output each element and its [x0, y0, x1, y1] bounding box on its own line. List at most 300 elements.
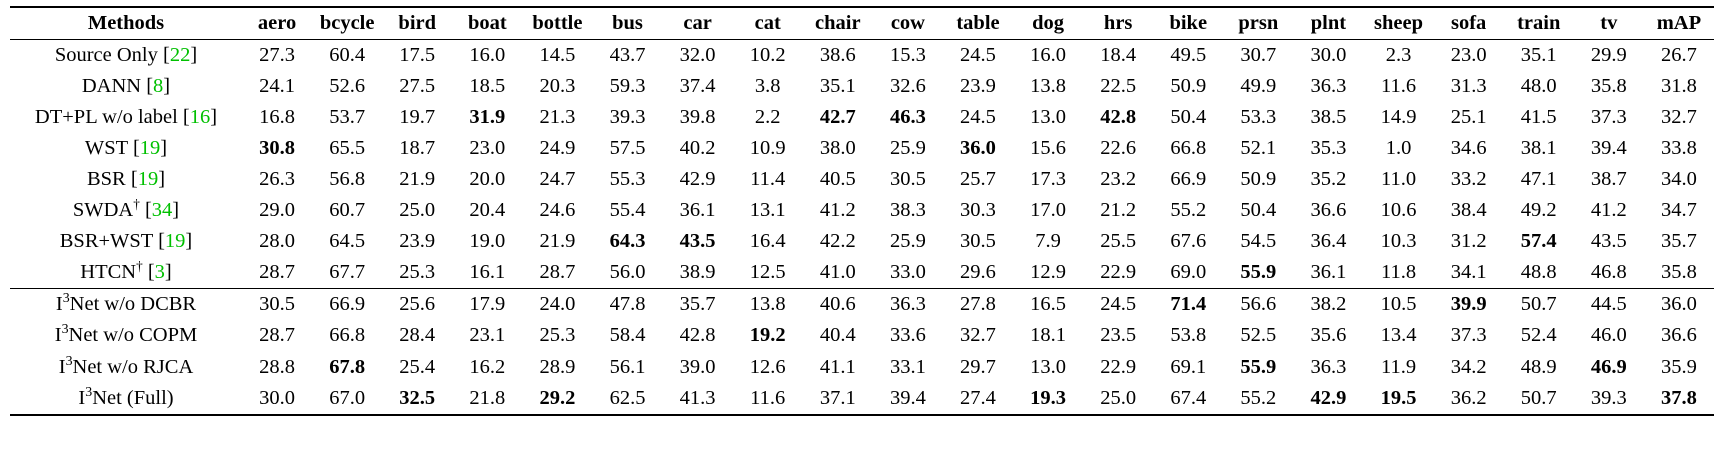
- data-cell: 24.0: [522, 289, 592, 321]
- data-cell: 37.3: [1590, 106, 1627, 129]
- data-cell: 57.5: [609, 137, 646, 160]
- table-row: [10, 102, 1714, 133]
- data-cell: 36.6: [1310, 199, 1347, 222]
- data-cell: 55.3: [609, 168, 646, 191]
- data-cell: 16.8: [259, 106, 295, 129]
- column-header-bus: bus: [592, 7, 662, 40]
- data-cell: 18.1: [1030, 324, 1067, 347]
- data-cell: 17.3: [1030, 168, 1067, 191]
- data-cell: 27.4: [943, 383, 1013, 415]
- data-cell: 66.8: [1170, 137, 1207, 160]
- data-cell: 38.2: [1293, 289, 1363, 321]
- data-cell: 26.7: [1661, 44, 1697, 67]
- data-cell: 10.3: [1380, 230, 1417, 253]
- data-cell: 24.1: [259, 75, 295, 98]
- data-cell: 25.3: [539, 324, 576, 347]
- citation-link[interactable]: 34: [151, 199, 173, 222]
- data-cell: 34.1: [1450, 261, 1487, 284]
- data-cell: 42.8: [1100, 106, 1137, 129]
- data-cell: 14.5: [539, 44, 576, 67]
- data-cell: 43.7: [609, 44, 646, 67]
- method-name-cell: [10, 383, 242, 415]
- data-cell: 31.9: [469, 106, 506, 129]
- data-cell: 24.5: [1083, 289, 1153, 321]
- method-name-cell: [10, 40, 242, 72]
- data-cell: 50.9: [1170, 75, 1207, 98]
- column-header-cat: cat: [733, 7, 803, 40]
- data-cell: 49.5: [1170, 44, 1207, 67]
- data-cell: 13.1: [749, 199, 786, 222]
- citation-bracket-close: ]: [160, 137, 168, 160]
- data-cell: 23.0: [469, 137, 506, 160]
- data-cell: 30.5: [960, 230, 996, 253]
- data-cell: 44.5: [1574, 289, 1644, 321]
- data-cell: 33.1: [889, 355, 926, 378]
- data-cell: 3.8: [754, 75, 781, 98]
- data-cell: 49.9: [1240, 75, 1277, 98]
- citation-bracket-close: ]: [190, 44, 198, 67]
- data-cell: 47.1: [1520, 168, 1557, 191]
- data-cell: 22.9: [1100, 261, 1137, 284]
- data-cell: 15.3: [889, 44, 926, 67]
- dagger-icon: †: [136, 258, 143, 274]
- data-cell: 35.8: [1661, 261, 1697, 284]
- data-cell: 56.0: [609, 261, 646, 284]
- data-cell: 14.9: [1380, 106, 1417, 129]
- data-cell: 30.0: [242, 383, 312, 415]
- citation-bracket-close: ]: [210, 106, 218, 129]
- data-cell: 42.2: [819, 230, 856, 253]
- method-name-cell: [10, 71, 242, 102]
- data-cell: 22.5: [1100, 75, 1137, 98]
- data-cell: 23.0: [1450, 44, 1487, 67]
- data-cell: 20.3: [539, 75, 576, 98]
- data-cell: 16.0: [1030, 44, 1067, 67]
- data-cell: 46.9: [1590, 355, 1627, 378]
- data-cell: 32.5: [382, 383, 452, 415]
- column-header-bird: bird: [382, 7, 452, 40]
- method-label: I: [55, 293, 63, 316]
- data-cell: 36.3: [1310, 75, 1347, 98]
- data-cell: 33.2: [1450, 168, 1487, 191]
- data-cell: 13.4: [1380, 324, 1417, 347]
- data-cell: 42.8: [679, 324, 716, 347]
- data-cell: 38.7: [1590, 168, 1627, 191]
- data-cell: 11.8: [1380, 261, 1417, 284]
- data-cell: 25.4: [399, 355, 436, 378]
- data-cell: 35.7: [1661, 230, 1697, 253]
- method-label: BSR: [86, 168, 126, 191]
- data-cell: 23.1: [469, 324, 506, 347]
- data-cell: 39.8: [679, 106, 716, 129]
- table-row: [10, 133, 1714, 164]
- data-cell: 17.0: [1030, 199, 1067, 222]
- data-cell: 32.6: [889, 75, 926, 98]
- data-cell: 28.7: [259, 261, 295, 284]
- data-cell: 18.5: [469, 75, 506, 98]
- data-cell: 30.3: [960, 199, 996, 222]
- data-cell: 27.8: [943, 289, 1013, 321]
- table-row: [10, 289, 1714, 321]
- data-cell: 31.2: [1450, 230, 1487, 253]
- data-cell: 38.5: [1310, 106, 1347, 129]
- column-header-dog: dog: [1013, 7, 1083, 40]
- table-row: [10, 257, 1714, 289]
- method-label-suffix: Net w/o RJCA: [72, 355, 194, 378]
- data-cell: 53.3: [1240, 106, 1277, 129]
- data-cell: 36.1: [1310, 261, 1347, 284]
- citation-link[interactable]: 19: [164, 230, 186, 253]
- data-cell: 25.3: [399, 261, 436, 284]
- citation-link[interactable]: 19: [139, 137, 161, 160]
- method-label: DANN: [81, 75, 142, 98]
- data-cell: 33.0: [889, 261, 926, 284]
- table-row: [10, 226, 1714, 257]
- data-cell: 2.2: [754, 106, 781, 129]
- data-cell: 36.1: [679, 199, 716, 222]
- data-cell: 29.0: [259, 199, 295, 222]
- data-cell: 41.1: [819, 355, 856, 378]
- column-header-sheep: sheep: [1364, 7, 1434, 40]
- data-cell: 34.6: [1450, 137, 1487, 160]
- citation-link[interactable]: 16: [189, 106, 211, 129]
- data-cell: 30.8: [259, 137, 295, 160]
- data-cell: 52.5: [1240, 324, 1277, 347]
- data-cell: 39.3: [609, 106, 646, 129]
- data-cell: 12.5: [749, 261, 786, 284]
- data-cell: 42.9: [679, 168, 716, 191]
- data-cell: 15.6: [1030, 137, 1067, 160]
- data-cell: 25.0: [1083, 383, 1153, 415]
- data-cell: 56.6: [1223, 289, 1293, 321]
- dagger-icon: †: [133, 196, 140, 212]
- data-cell: 66.8: [329, 324, 366, 347]
- data-cell: 46.8: [1590, 261, 1627, 284]
- data-cell: 28.9: [539, 355, 576, 378]
- data-cell: 48.9: [1520, 355, 1557, 378]
- citation-bracket-open: [: [182, 106, 190, 129]
- data-cell: 13.8: [733, 289, 803, 321]
- data-cell: 27.3: [259, 44, 295, 67]
- data-cell: 21.3: [539, 106, 576, 129]
- data-cell: 36.0: [960, 137, 996, 160]
- data-cell: 32.7: [960, 324, 996, 347]
- data-cell: 21.2: [1100, 199, 1137, 222]
- data-cell: 25.6: [382, 289, 452, 321]
- column-header-aero: aero: [242, 7, 312, 40]
- data-cell: 41.2: [819, 199, 856, 222]
- citation-bracket-open: [: [158, 230, 165, 253]
- data-cell: 11.6: [1380, 75, 1417, 98]
- data-cell: 22.6: [1100, 137, 1137, 160]
- data-cell: 21.9: [539, 230, 576, 253]
- data-cell: 2.3: [1385, 44, 1412, 67]
- data-cell: 49.2: [1520, 199, 1557, 222]
- data-cell: 48.8: [1520, 261, 1557, 284]
- data-cell: 35.3: [1310, 137, 1347, 160]
- data-cell: 41.5: [1520, 106, 1557, 129]
- data-cell: 46.3: [889, 106, 926, 129]
- citation-bracket-close: ]: [163, 75, 171, 98]
- results-table: [10, 6, 1714, 416]
- method-name-cell: [10, 164, 242, 195]
- data-cell: 41.3: [663, 383, 733, 415]
- column-header-table: table: [943, 7, 1013, 40]
- data-cell: 35.9: [1661, 355, 1697, 378]
- data-cell: 33.8: [1661, 137, 1697, 160]
- data-cell: 16.5: [1013, 289, 1083, 321]
- data-cell: 12.9: [1030, 261, 1067, 284]
- data-cell: 37.4: [679, 75, 716, 98]
- data-cell: 55.9: [1240, 261, 1277, 284]
- table-row: [10, 195, 1714, 226]
- citation-bracket-close: ]: [185, 230, 193, 253]
- data-cell: 67.6: [1170, 230, 1207, 253]
- method-name-cell: [10, 195, 242, 226]
- data-cell: 24.7: [539, 168, 576, 191]
- data-cell: 21.8: [452, 383, 522, 415]
- method-name-cell: [10, 133, 242, 164]
- data-cell: 52.1: [1240, 137, 1277, 160]
- citation-bracket-close: ]: [158, 168, 166, 191]
- data-cell: 35.8: [1590, 75, 1627, 98]
- data-cell: 33.6: [889, 324, 926, 347]
- citation-bracket-open: [: [146, 75, 154, 98]
- data-cell: 58.4: [609, 324, 646, 347]
- data-cell: 60.4: [329, 44, 366, 67]
- data-cell: 38.6: [819, 44, 856, 67]
- method-superscript: 3: [62, 291, 70, 307]
- data-cell: 32.0: [679, 44, 716, 67]
- data-cell: 13.8: [1030, 75, 1067, 98]
- data-cell: 10.9: [749, 137, 786, 160]
- data-cell: 60.7: [329, 199, 366, 222]
- data-cell: 47.8: [592, 289, 662, 321]
- data-cell: 16.4: [749, 230, 786, 253]
- table-row: [10, 71, 1714, 102]
- data-cell: 28.0: [259, 230, 295, 253]
- method-label: DT+PL w/o label: [34, 106, 178, 129]
- citation-bracket-open: [: [163, 44, 170, 67]
- column-header-tv: tv: [1574, 7, 1644, 40]
- data-cell: 17.5: [399, 44, 436, 67]
- data-cell: 30.7: [1240, 44, 1277, 67]
- citation-link[interactable]: 19: [137, 168, 159, 191]
- column-header-cow: cow: [873, 7, 943, 40]
- column-header-boat: boat: [452, 7, 522, 40]
- column-header-train: train: [1504, 7, 1574, 40]
- citation-link[interactable]: 8: [153, 75, 164, 98]
- data-cell: 67.0: [312, 383, 382, 415]
- data-cell: 40.2: [679, 137, 716, 160]
- data-cell: 52.4: [1520, 324, 1557, 347]
- data-cell: 53.8: [1170, 324, 1207, 347]
- data-cell: 56.1: [609, 355, 646, 378]
- data-cell: 20.4: [469, 199, 506, 222]
- method-name-cell: [10, 226, 242, 257]
- data-cell: 69.0: [1170, 261, 1207, 284]
- data-cell: 10.6: [1380, 199, 1417, 222]
- data-cell: 67.7: [329, 261, 366, 284]
- method-name-cell: [10, 102, 242, 133]
- citation-bracket-close: ]: [172, 199, 180, 222]
- data-cell: 10.5: [1364, 289, 1434, 321]
- data-cell: 39.4: [1590, 137, 1627, 160]
- data-cell: 34.0: [1661, 168, 1697, 191]
- data-cell: 50.7: [1504, 383, 1574, 415]
- data-cell: 19.0: [469, 230, 506, 253]
- method-name-cell: [10, 352, 242, 383]
- data-cell: 13.0: [1030, 106, 1067, 129]
- method-superscript: 3: [85, 384, 93, 400]
- data-cell: 38.4: [1450, 199, 1487, 222]
- data-cell: 67.8: [329, 355, 366, 378]
- data-cell: 54.5: [1240, 230, 1277, 253]
- method-label-suffix: Net w/o DCBR: [69, 293, 197, 316]
- data-cell: 36.3: [1310, 355, 1347, 378]
- table-row: [10, 320, 1714, 351]
- data-cell: 25.7: [960, 168, 996, 191]
- data-cell: 39.3: [1574, 383, 1644, 415]
- data-cell: 29.9: [1590, 44, 1627, 67]
- data-cell: 24.9: [539, 137, 576, 160]
- table-header-row: [10, 7, 1714, 40]
- method-name-cell: [10, 289, 242, 321]
- data-cell: 23.5: [1100, 324, 1137, 347]
- data-cell: 10.2: [749, 44, 786, 67]
- data-cell: 18.4: [1100, 44, 1137, 67]
- citation-link[interactable]: 3: [154, 261, 165, 284]
- data-cell: 55.9: [1240, 355, 1277, 378]
- data-cell: 64.5: [329, 230, 366, 253]
- data-cell: 16.2: [469, 355, 506, 378]
- citation-bracket-open: [: [147, 261, 155, 284]
- method-superscript: 3: [65, 353, 73, 369]
- data-cell: 25.5: [1100, 230, 1137, 253]
- data-cell: 35.1: [819, 75, 856, 98]
- data-cell: 26.3: [259, 168, 295, 191]
- data-cell: 11.0: [1380, 168, 1417, 191]
- column-header-bike: bike: [1153, 7, 1223, 40]
- data-cell: 23.9: [399, 230, 436, 253]
- data-cell: 40.6: [803, 289, 873, 321]
- data-cell: 34.2: [1450, 355, 1487, 378]
- data-cell: 35.7: [663, 289, 733, 321]
- column-header-prsn: prsn: [1223, 7, 1293, 40]
- column-header-bcycle: bcycle: [312, 7, 382, 40]
- data-cell: 36.3: [873, 289, 943, 321]
- data-cell: 36.6: [1661, 324, 1697, 347]
- data-cell: 1.0: [1385, 137, 1412, 160]
- data-cell: 19.3: [1013, 383, 1083, 415]
- data-cell: 23.9: [960, 75, 996, 98]
- data-cell: 11.9: [1380, 355, 1417, 378]
- data-cell: 30.5: [889, 168, 926, 191]
- method-label: I: [58, 355, 66, 378]
- data-cell: 66.9: [312, 289, 382, 321]
- column-header-hrs: hrs: [1083, 7, 1153, 40]
- data-cell: 31.3: [1450, 75, 1487, 98]
- data-cell: 50.7: [1504, 289, 1574, 321]
- column-header-methods: Methods: [10, 7, 242, 40]
- method-name-cell: [10, 257, 242, 289]
- data-cell: 67.4: [1153, 383, 1223, 415]
- table-row: [10, 40, 1714, 72]
- data-cell: 56.8: [329, 168, 366, 191]
- data-cell: 11.6: [733, 383, 803, 415]
- data-cell: 29.7: [960, 355, 996, 378]
- data-cell: 16.0: [469, 44, 506, 67]
- method-label: I: [78, 386, 86, 409]
- data-cell: 36.4: [1310, 230, 1347, 253]
- data-cell: 55.4: [609, 199, 646, 222]
- citation-link[interactable]: 22: [169, 44, 191, 67]
- method-superscript: 3: [61, 322, 69, 338]
- data-cell: 41.0: [819, 261, 856, 284]
- data-cell: 39.9: [1434, 289, 1504, 321]
- column-header-chair: chair: [803, 7, 873, 40]
- data-cell: 37.3: [1450, 324, 1487, 347]
- data-cell: 25.9: [889, 137, 926, 160]
- data-cell: 50.9: [1240, 168, 1277, 191]
- method-label: HTCN: [80, 261, 137, 284]
- data-cell: 11.4: [750, 168, 786, 191]
- data-cell: 40.5: [819, 168, 856, 191]
- data-cell: 57.4: [1520, 230, 1557, 253]
- data-cell: 24.5: [960, 44, 996, 67]
- data-cell: 24.5: [960, 106, 996, 129]
- data-cell: 7.9: [1035, 230, 1061, 253]
- method-label: SWDA: [72, 199, 134, 222]
- table-row: [10, 352, 1714, 383]
- citation-bracket-open: [: [132, 137, 140, 160]
- data-cell: 50.4: [1240, 199, 1277, 222]
- data-cell: 66.9: [1170, 168, 1207, 191]
- data-cell: 22.9: [1100, 355, 1137, 378]
- data-cell: 53.7: [329, 106, 366, 129]
- data-cell: 38.3: [889, 199, 926, 222]
- data-cell: 39.0: [679, 355, 716, 378]
- method-label: Source Only: [54, 44, 158, 67]
- method-label: I: [54, 324, 62, 347]
- data-cell: 29.6: [960, 261, 996, 284]
- data-cell: 13.0: [1030, 355, 1067, 378]
- data-cell: 36.2: [1434, 383, 1504, 415]
- data-cell: 30.0: [1310, 44, 1347, 67]
- data-cell: 55.2: [1170, 199, 1207, 222]
- method-name-cell: [10, 320, 242, 351]
- data-cell: 31.8: [1661, 75, 1697, 98]
- table-row: [10, 164, 1714, 195]
- data-cell: 21.9: [399, 168, 436, 191]
- data-cell: 23.2: [1100, 168, 1137, 191]
- data-cell: 48.0: [1520, 75, 1557, 98]
- method-label: BSR+WST: [59, 230, 153, 253]
- data-cell: 17.9: [452, 289, 522, 321]
- data-cell: 62.5: [592, 383, 662, 415]
- data-cell: 36.0: [1644, 289, 1714, 321]
- data-cell: 64.3: [609, 230, 646, 253]
- data-cell: 69.1: [1170, 355, 1207, 378]
- data-cell: 25.0: [399, 199, 436, 222]
- table-head: [10, 7, 1714, 40]
- column-header-sofa: sofa: [1434, 7, 1504, 40]
- data-cell: 39.4: [873, 383, 943, 415]
- data-cell: 12.6: [749, 355, 786, 378]
- data-cell: 43.5: [1590, 230, 1627, 253]
- column-header-bottle: bottle: [522, 7, 592, 40]
- data-cell: 30.5: [242, 289, 312, 321]
